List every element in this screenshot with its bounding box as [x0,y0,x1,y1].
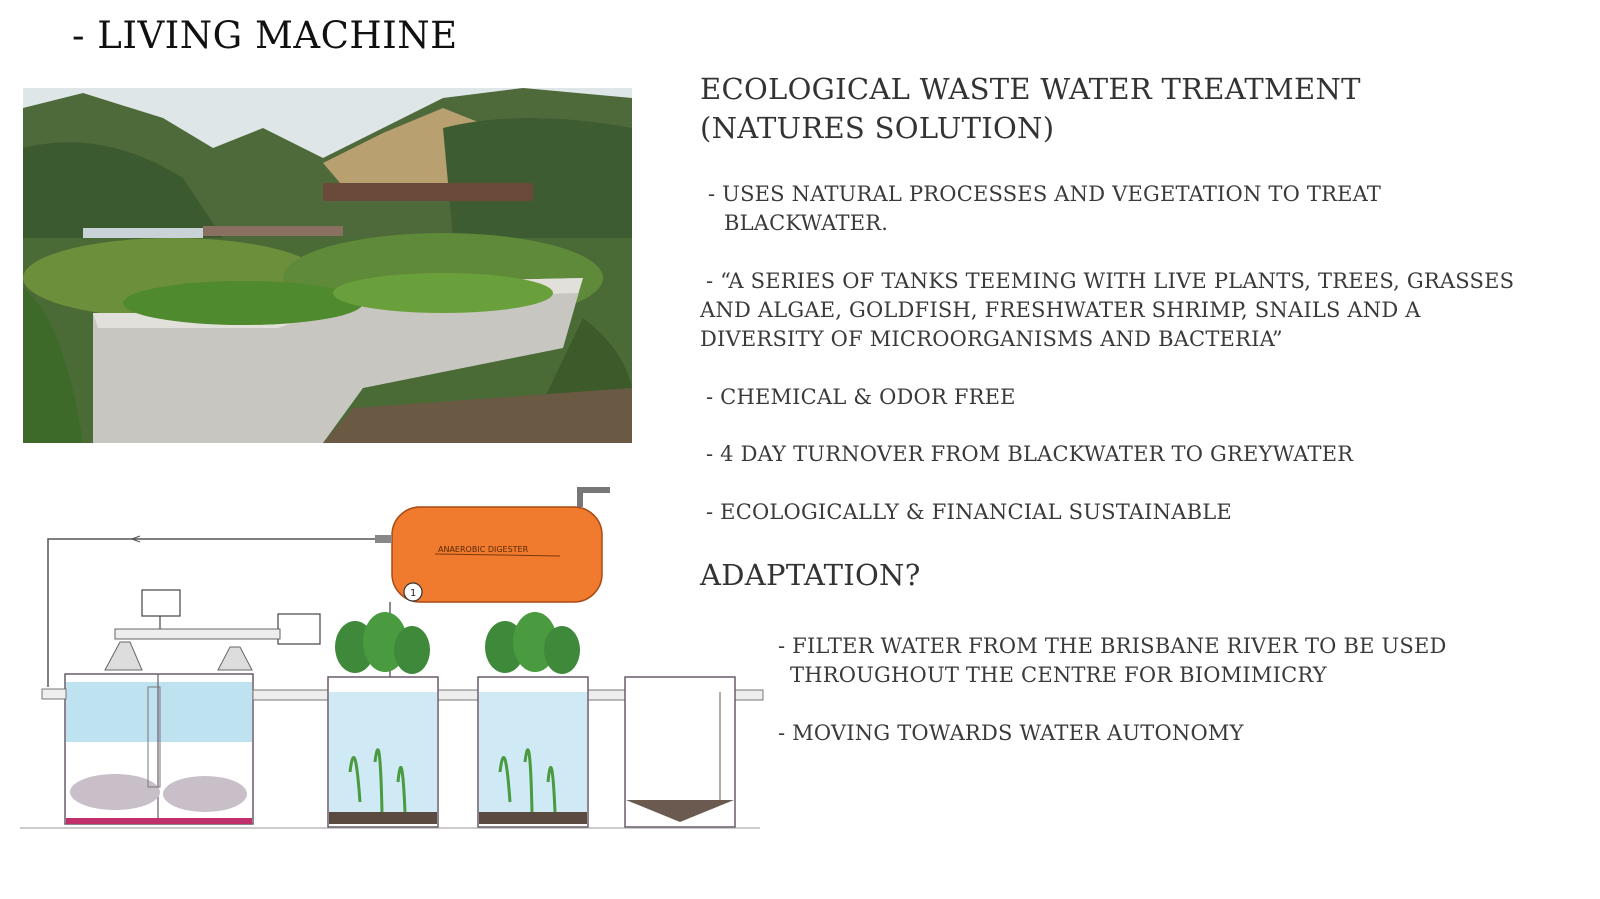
bullet-line: AND ALGAE, GOLDFISH, FRESHWATER SHRIMP, SNAILS AND A [700,298,1421,322]
digester-label: ANAEROBIC DIGESTER [438,545,529,554]
treatment-diagram [20,482,770,842]
section-heading-line-2: (NATURES SOLUTION) [700,111,1055,145]
bullet-line: - FILTER WATER FROM THE BRISBANE RIVER TO BE USED [778,634,1447,658]
bullet-line: BLACKWATER. [724,211,889,235]
digester-number: 1 [410,588,417,599]
section-heading-line-1: ECOLOGICAL WASTE WATER TREATMENT [700,72,1361,106]
bullet-chemical-odor-free [706,383,1016,412]
bullet-line: DIVERSITY OF MICROORGANISMS AND BACTERIA” [700,327,1283,351]
bullet-line: - CHEMICAL & ODOR FREE [706,385,1016,409]
bullet-natural-processes [708,180,1381,238]
bullet-line: - 4 DAY TURNOVER FROM BLACKWATER TO GREYWATER [706,442,1354,466]
slide-title: - LIVING MACHINE [72,14,458,57]
bullet-turnover [706,440,1353,469]
bullet-line: - “A SERIES OF TANKS TEEMING WITH LIVE PLANTS, TREES, GRASSES [706,269,1515,293]
bullet-line: THROUGHOUT THE CENTRE FOR BIOMIMICRY [790,663,1327,687]
bullet-sustainable [706,498,1232,527]
bullet-series-of-tanks [700,267,1514,354]
adaptation-heading: ADAPTATION? [700,558,921,592]
bullet-line: - USES NATURAL PROCESSES AND VEGETATION TO TREAT [708,182,1382,206]
bullet-filter-water [778,632,1447,690]
bullet-water-autonomy [778,719,1244,748]
living-machine-photo [23,88,632,443]
bullet-line: - ECOLOGICALLY & FINANCIAL SUSTAINABLE [706,500,1232,524]
section-heading [700,70,1361,148]
bullet-line: - MOVING TOWARDS WATER AUTONOMY [778,721,1244,745]
